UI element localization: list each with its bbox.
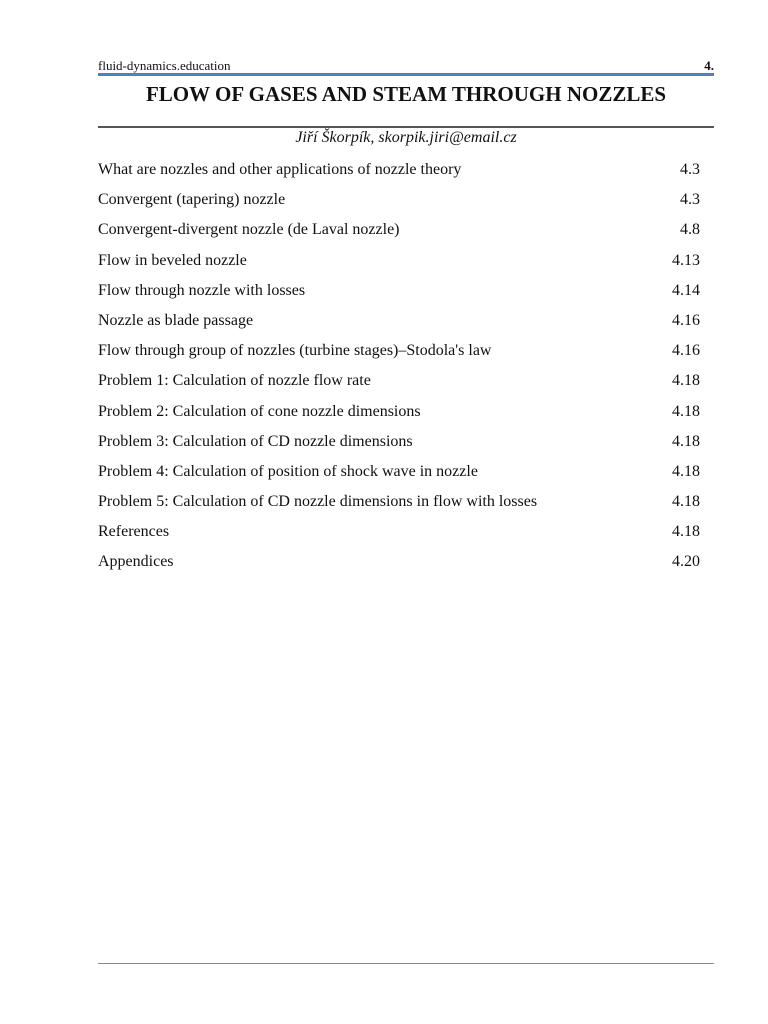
toc-entry-label: Problem 3: Calculation of CD nozzle dimensions [98, 432, 413, 450]
toc-entry[interactable] [98, 523, 700, 553]
toc-entry[interactable] [98, 252, 700, 282]
toc-entry-label: Problem 2: Calculation of cone nozzle dimensions [98, 402, 421, 420]
toc-entry-label: Flow through nozzle with losses [98, 281, 306, 299]
toc-entry-label: What are nozzles and other applications of nozzle theory [98, 161, 462, 178]
page-header [98, 58, 714, 74]
chapter-number: 4. [704, 58, 714, 73]
page-title: FLOW OF GASES AND STEAM THROUGH NOZZLES [145, 82, 667, 106]
toc-entry-label: Appendices [98, 553, 174, 571]
toc-entry[interactable] [98, 312, 700, 342]
toc-entry-page: 4.18 [672, 462, 700, 480]
toc-entry[interactable] [98, 493, 700, 523]
toc-entry[interactable] [98, 403, 700, 433]
toc-entry[interactable] [98, 221, 700, 251]
footer-divider [98, 963, 714, 964]
author-line: Jiří Škorpík, skorpik.jiri@email.cz [295, 129, 517, 146]
toc-entry[interactable] [98, 161, 700, 191]
site-name: fluid-dynamics.education [98, 58, 231, 73]
table-of-contents [98, 161, 700, 584]
toc-entry-label: Convergent (tapering) nozzle [98, 191, 286, 209]
toc-entry[interactable] [98, 191, 700, 221]
toc-entry[interactable] [98, 433, 700, 463]
toc-entry-label: Nozzle as blade passage [98, 311, 254, 329]
toc-entry-page: 4.3 [680, 161, 700, 178]
toc-entry-page: 4.8 [680, 221, 700, 239]
header-divider [98, 73, 714, 76]
toc-entry-page: 4.14 [672, 281, 700, 299]
toc-entry-page: 4.18 [672, 402, 700, 420]
toc-entry[interactable] [98, 553, 700, 583]
toc-entry-page: 4.16 [672, 342, 700, 360]
toc-entry-page: 4.20 [672, 553, 700, 571]
toc-entry-label: Flow in beveled nozzle [98, 251, 247, 269]
toc-entry-page: 4.18 [672, 523, 700, 541]
toc-entry-page: 4.18 [672, 493, 700, 511]
toc-entry-label: Problem 4: Calculation of position of shock wave in nozzle [98, 462, 478, 480]
toc-entry[interactable] [98, 463, 700, 493]
toc-entry-page: 4.3 [680, 191, 700, 209]
toc-entry[interactable] [98, 282, 700, 312]
toc-entry-label: Flow through group of nozzles (turbine stages)–Stodola's law [98, 342, 492, 360]
toc-entry-label: Problem 1: Calculation of nozzle flow rate [98, 372, 371, 390]
toc-entry-page: 4.16 [672, 311, 700, 329]
toc-entry-page: 4.18 [672, 372, 700, 390]
toc-entry-label: Convergent-divergent nozzle (de Laval nozzle) [98, 221, 400, 239]
title-divider [98, 126, 714, 128]
toc-entry-page: 4.18 [672, 432, 700, 450]
toc-entry[interactable] [98, 372, 700, 402]
toc-entry-label: References [98, 523, 170, 541]
toc-entry-page: 4.13 [672, 251, 700, 269]
toc-entry-label: Problem 5: Calculation of CD nozzle dimensions in flow with losses [98, 493, 538, 511]
toc-entry[interactable] [98, 342, 700, 372]
